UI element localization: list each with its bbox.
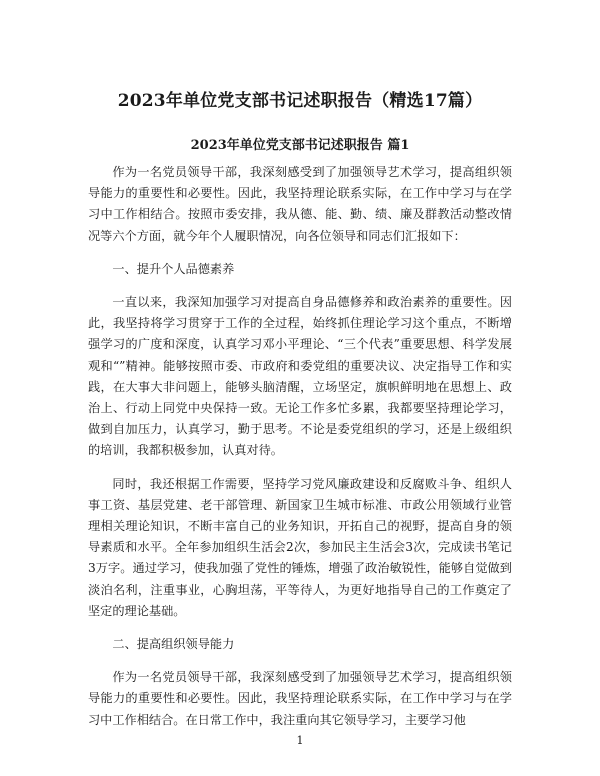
section-heading-1: 一、提升个人品德素养 bbox=[112, 261, 235, 276]
section1-paragraph-1: 一直以来，我深知加强学习对提高自身品德修养和政治素养的重要性。因此，我坚持将学习贯穿于工作的全过程，始终抓住理论学习这个重点，不断增强学习的广度和深度，认真学习邓小平理论、“三个代表”重要思想、科学发展观和“”精神。能够按照市委、市政府和委党组的重要决议、决定指导工作和实践，在大事大非问题上，能够头脑清醒，立场坚定，旗帜鲜明地在思想上、政治上、行动上同党中央保持一致。无论工作多忙多累，我都要坚持理论学习，做到自加压力，认真学习，勤于思考。不论是委党组织的学习，还是上级组织的培训，我都积极参加，认真对待。 bbox=[88, 295, 512, 458]
page-number: 1 bbox=[296, 734, 304, 747]
section1-paragraph-2: 同时，我还根据工作需要，坚持学习党风廉政建设和反腐败斗争、组织人事工资、基层党建、老干部管理、新国家卫生城市标准、市政公用领域行业管理相关理论知识，不断丰富自己的业务知识，开拓自己的视野，提高自身的领导素质和水平。全年参加组织生活会2次，参加民主生活会3次，完成读书笔记3万字。通过学习，使我加强了党性的锤炼，增强了政治敏锐性，能够自觉做到淡泊名利，注重事业，心胸坦荡，平等待人，为更好地指导自己的工作奠定了坚定的理论基础。 bbox=[88, 476, 512, 618]
report-subtitle: 2023年单位党支部书记述职报告 篇1 bbox=[190, 138, 410, 153]
document-title: 2023年单位党支部书记述职报告（精选17篇） bbox=[117, 91, 483, 111]
section-heading-2: 二、提高组织领导能力 bbox=[112, 637, 235, 652]
intro-paragraph: 作为一名党员领导干部，我深刻感受到了加强领导艺术学习，提高组织领导能力的重要性和必要性。因此，我坚持理论联系实际，在工作中学习与在学习中工作相结合。按照市委安排，我从德、能、勤、绩、廉及群教活动整改情况等六个方面，就今年个人履职情况，向各位领导和同志们汇报如下： bbox=[88, 165, 512, 243]
document-body bbox=[88, 162, 512, 743]
section2-paragraph-1: 作为一名党员领导干部，我深刻感受到了加强领导艺术学习，提高组织领导能力的重要性和必要性。因此，我坚持理论联系实际，在工作中学习与在学习中工作相结合。在日常工作中，我注重向其它领导学习，主要学习他 bbox=[88, 670, 512, 727]
